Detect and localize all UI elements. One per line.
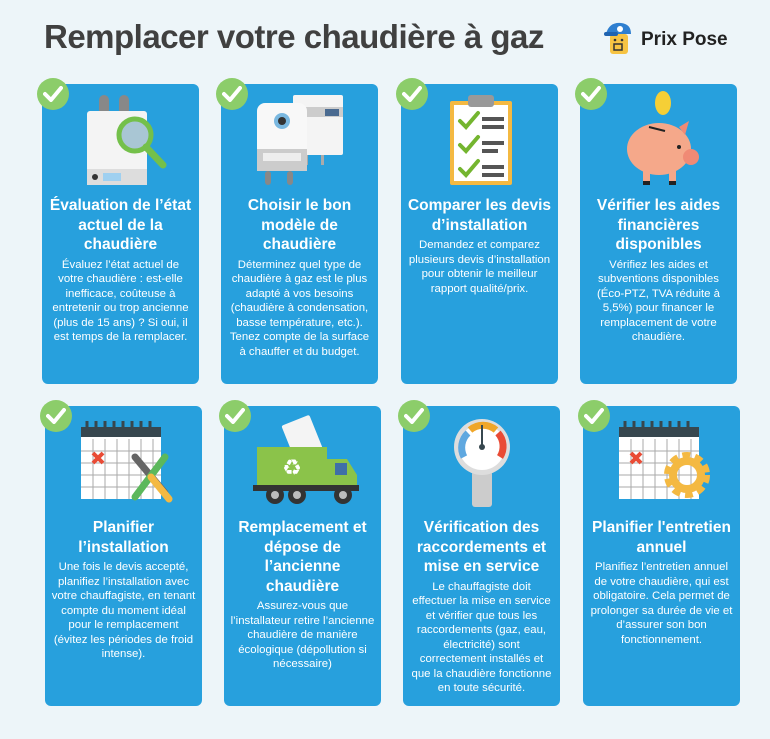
calendar-gear-icon bbox=[583, 410, 740, 515]
step-description: Assurez-vous que l’installateur retire l’ancienne chaudière de manière écologique (dépollution si nécessaire) bbox=[230, 600, 375, 670]
step-title: Vérifier les aides financières disponibles bbox=[596, 197, 721, 253]
step-title: Vérification des raccordements et mise en service bbox=[416, 519, 547, 575]
step-description: Vérifiez les aides et subventions disponibles (Éco-PTZ, TVA réduite à 5,5%) pour financer le remplacement de votre chaudière. bbox=[596, 258, 721, 343]
step-description: Une fois le devis accepté, planifiez l’installation avec votre chauffagiste, en tenant compte du moment idéal pour le remplacement (évitez les périodes de froid intense). bbox=[51, 561, 196, 660]
step-description: Évaluez l’état actuel de votre chaudière : est-elle inefficace, coûteuse à entretenir ou trop ancienne (plus de 15 ans) ? Si oui, il est temps de la remplacer. bbox=[52, 258, 189, 343]
boilers-icon bbox=[221, 88, 378, 193]
step-card-removal bbox=[224, 406, 381, 706]
recycling-truck-icon bbox=[224, 410, 381, 515]
step-description: Déterminez quel type de chaudière à gaz est le plus adapté à vos besoins (chaudière à condensation, basse température, etc.). Tenez compte de la surface à chauffer et du budget. bbox=[229, 258, 370, 358]
step-card-evaluation bbox=[42, 84, 199, 384]
clipboard-checklist-icon bbox=[401, 88, 558, 193]
step-card-compare-quotes bbox=[401, 84, 558, 384]
step-title: Remplacement et dépose de l’ancienne chaudière bbox=[238, 519, 367, 595]
step-card-annual-maintenance bbox=[583, 406, 740, 706]
step-title: Comparer les devis d’installation bbox=[407, 197, 551, 234]
brand-logo[interactable] bbox=[603, 22, 728, 58]
svg-text:♻: ♻ bbox=[281, 455, 302, 481]
step-card-choose-model bbox=[221, 84, 378, 384]
step-description: Planifiez l’entretien annuel de votre chaudière, qui est obligatoire. Cela permet de prolonger sa durée de vie et d’assurer son bon fonctionnement. bbox=[590, 561, 733, 646]
step-title: Planifier l’installation bbox=[78, 519, 169, 556]
step-title: Planifier l'entretien annuel bbox=[592, 519, 731, 556]
mascot-cap-icon bbox=[603, 20, 635, 61]
step-card-schedule-installation bbox=[45, 406, 202, 706]
step-card-financial-aid bbox=[580, 84, 737, 384]
step-title: Choisir le bon modèle de chaudière bbox=[247, 197, 352, 253]
pressure-gauge-icon bbox=[403, 410, 560, 515]
step-description: Le chauffagiste doit effectuer la mise en service et vérifier que tous les raccordements (gaz, eau, électricité) sont correctement installés et que la chaudière fonctionne en toute sécurité. bbox=[411, 580, 552, 694]
calendar-tools-icon bbox=[45, 410, 202, 515]
step-card-verification bbox=[403, 406, 560, 706]
boiler-magnifier-icon bbox=[42, 88, 199, 193]
piggy-bank-icon bbox=[580, 88, 737, 193]
brand-name: Prix Pose bbox=[641, 29, 728, 50]
step-title: Évaluation de l’état actuel de la chaudière bbox=[49, 197, 192, 253]
page-title: Remplacer votre chaudière à gaz bbox=[44, 18, 544, 55]
step-description: Demandez et comparez plusieurs devis d’installation pour obtenir le meilleur rapport qualité/prix. bbox=[408, 239, 551, 295]
